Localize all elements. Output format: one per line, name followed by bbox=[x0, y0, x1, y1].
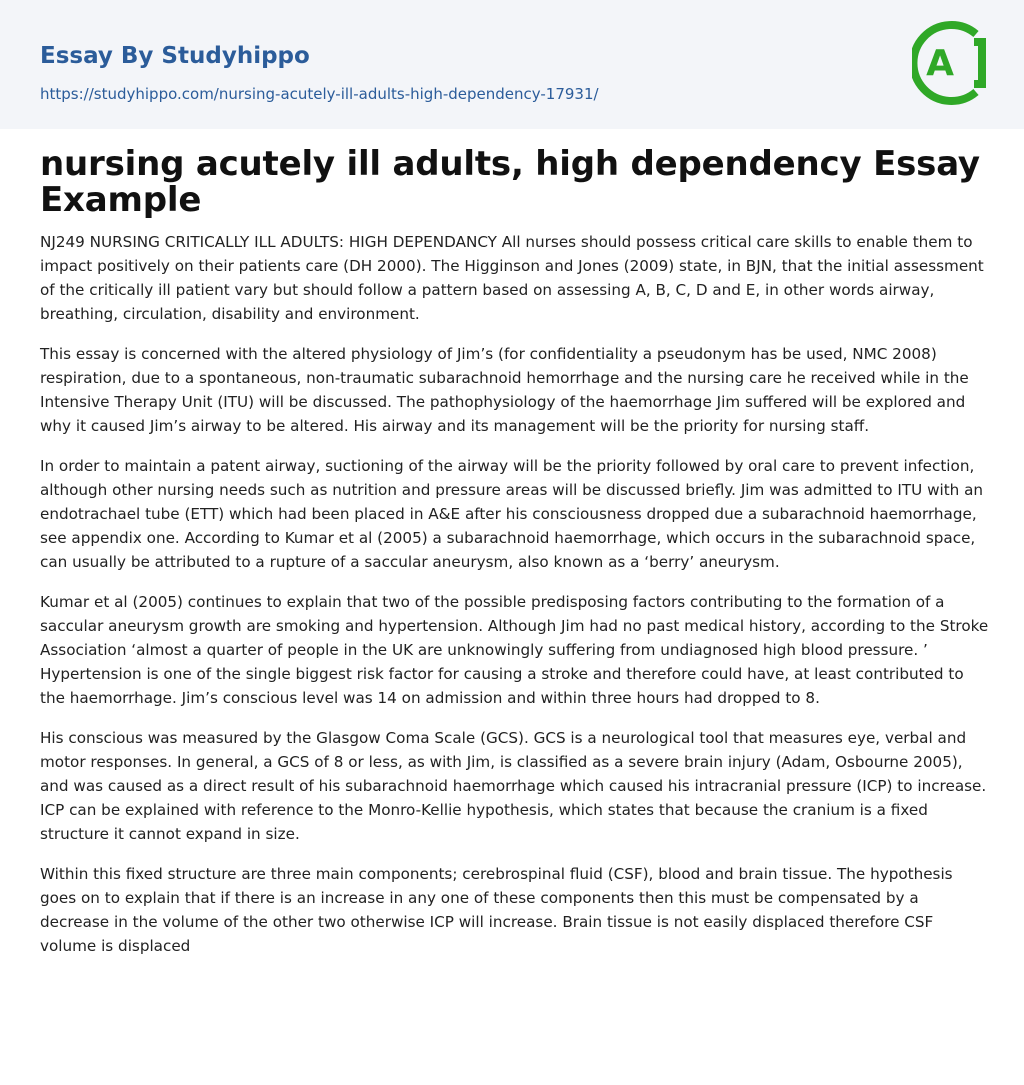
studyhippo-logo-icon[interactable] bbox=[912, 18, 988, 108]
essay-paragraph: NJ249 NURSING CRITICALLY ILL ADULTS: HIGH DEPENDANCY All nurses should possess critical care skills to enable them to impact positively on their patients care (DH 2000). The Higginson and Jones (2009) state, in BJN, that the initial assessment of the critically ill patient vary but should follow a pattern based on assessing A, B, C, D and E, in other words airway, breathing, circulation, disability and environment. bbox=[40, 233, 984, 323]
essay-paragraph: Kumar et al (2005) continues to explain that two of the possible predisposing factors contributing to the formation of a saccular aneurysm growth are smoking and hypertension. Although Jim had no past medical history, according to the Stroke Association ‘almost a quarter of people in the UK are unknowingly suffering from undiagnosed high blood pressure. ’ Hypertension is one of the single biggest risk factor for causing a stroke and therefore could have, at least contributed to the haemorrhage. Jim’s conscious level was 14 on admission and within three hours had dropped to 8. bbox=[40, 593, 989, 707]
essay-paragraph: This essay is concerned with the altered physiology of Jim’s (for confidentiality a pseudonym has be used, NMC 2008) respiration, due to a spontaneous, non-traumatic subarachnoid hemorrhage and the nursing care he received while in the Intensive Therapy Unit (ITU) will be discussed. The pathophysiology of the haemorrhage Jim suffered will be explored and why it caused Jim’s airway to be altered. His airway and its management will be the priority for nursing staff. bbox=[40, 345, 969, 435]
essay-content bbox=[40, 146, 990, 974]
essay-paragraph: His conscious was measured by the Glasgow Coma Scale (GCS). GCS is a neurological tool that measures eye, verbal and motor responses. In general, a GCS of 8 or less, as with Jim, is classified as a severe brain injury (Adam, Osbourne 2005), and was caused as a direct result of his subarachnoid haemorrhage which caused his intracranial pressure (ICP) to increase. ICP can be explained with reference to the Monro-Kellie hypothesis, which states that because the cranium is a fixed structure it cannot expand in size. bbox=[40, 729, 987, 843]
essay-paragraph: Within this fixed structure are three main components; cerebrospinal fluid (CSF), blood and brain tissue. The hypothesis goes on to explain that if there is an increase in any one of these components then this must be compensated by a decrease in the volume of the other two otherwise ICP will increase. Brain tissue is not easily displaced therefore CSF volume is displaced bbox=[40, 865, 953, 955]
source-url-link[interactable]: https://studyhippo.com/nursing-acutely-ill-adults-high-dependency-17931/ bbox=[40, 85, 599, 103]
site-header bbox=[0, 0, 1024, 129]
site-title[interactable]: Essay By Studyhippo bbox=[40, 43, 310, 69]
logo-letter: A bbox=[926, 43, 954, 84]
essay-paragraph: In order to maintain a patent airway, suctioning of the airway will be the priority followed by oral care to prevent infection, although other nursing needs such as nutrition and pressure areas will be discussed briefly. Jim was admitted to ITU with an endotrachael tube (ETT) which had been placed in A&E after his consciousness dropped due a subarachnoid haemorrhage, see appendix one. According to Kumar et al (2005) a subarachnoid haemorrhage, which occurs in the subarachnoid space, can usually be attributed to a rupture of a saccular aneurysm, also known as a ‘berry’ aneurysm. bbox=[40, 457, 984, 571]
essay-title: nursing acutely ill adults, high dependency Essay Example bbox=[40, 144, 980, 220]
